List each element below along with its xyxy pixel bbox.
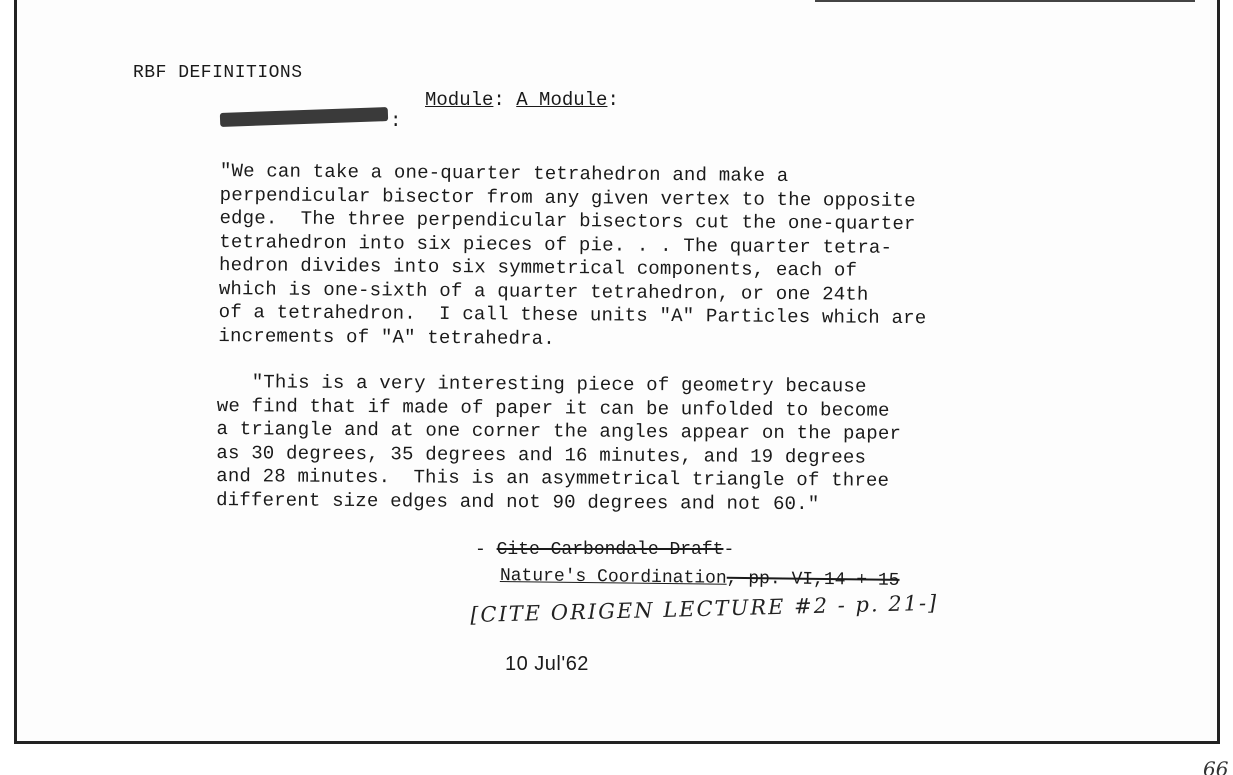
citation-pages-struck: , pp. VI,14 + 15 <box>726 568 900 591</box>
top-rule <box>815 0 1195 2</box>
quote-paragraph-1: "We can take a one-quarter tetrahedron and make a perpendicular bisector from any given vertex to the opposite edge. The three perpendicular bisectors cut the one-quarter tetrahedron into six pieces of pie. . . The quarter tetra- hedron divides into six symmetrical components, each of which is one-sixth of a quarter tetrahedron, or one 24th of a tetrahedron. I call these units "A" Particles which are increments of "A" tetrahedra. <box>218 160 927 350</box>
document-date: 10 Jul'62 <box>505 653 589 675</box>
title-part1: Module <box>425 89 494 111</box>
citation-struck: Cite Carbondale Draft <box>496 540 724 560</box>
title-sep: : <box>493 89 517 111</box>
document-header: RBF DEFINITIONS <box>133 63 303 83</box>
citation-line-1 <box>475 540 734 560</box>
citation-source: Nature's Coordination <box>499 566 727 589</box>
title-end: : <box>607 89 619 111</box>
redacted-colon: : <box>390 110 402 132</box>
module-title <box>425 89 619 111</box>
quote-paragraph-2: "This is a very interesting piece of geometry because we find that if made of paper it can be unfolded to become a triangle and at one corner the angles appear on the paper as 30 degrees, 35 degrees and 16 minutes, and 19 degrees and 28 minutes. This is an asymmetrical triangle of three different size edges and not 90 degrees and not 60." <box>216 371 902 515</box>
corner-mark: 66 <box>1203 757 1229 775</box>
citation-dash: - <box>475 540 497 560</box>
title-part2: A Module <box>516 89 608 111</box>
citation-dash-end: - <box>723 540 735 560</box>
handwritten-note: [CITE ORIGEN LECTURE #2 - p. 21-] <box>470 590 939 627</box>
document-page <box>14 0 1220 744</box>
